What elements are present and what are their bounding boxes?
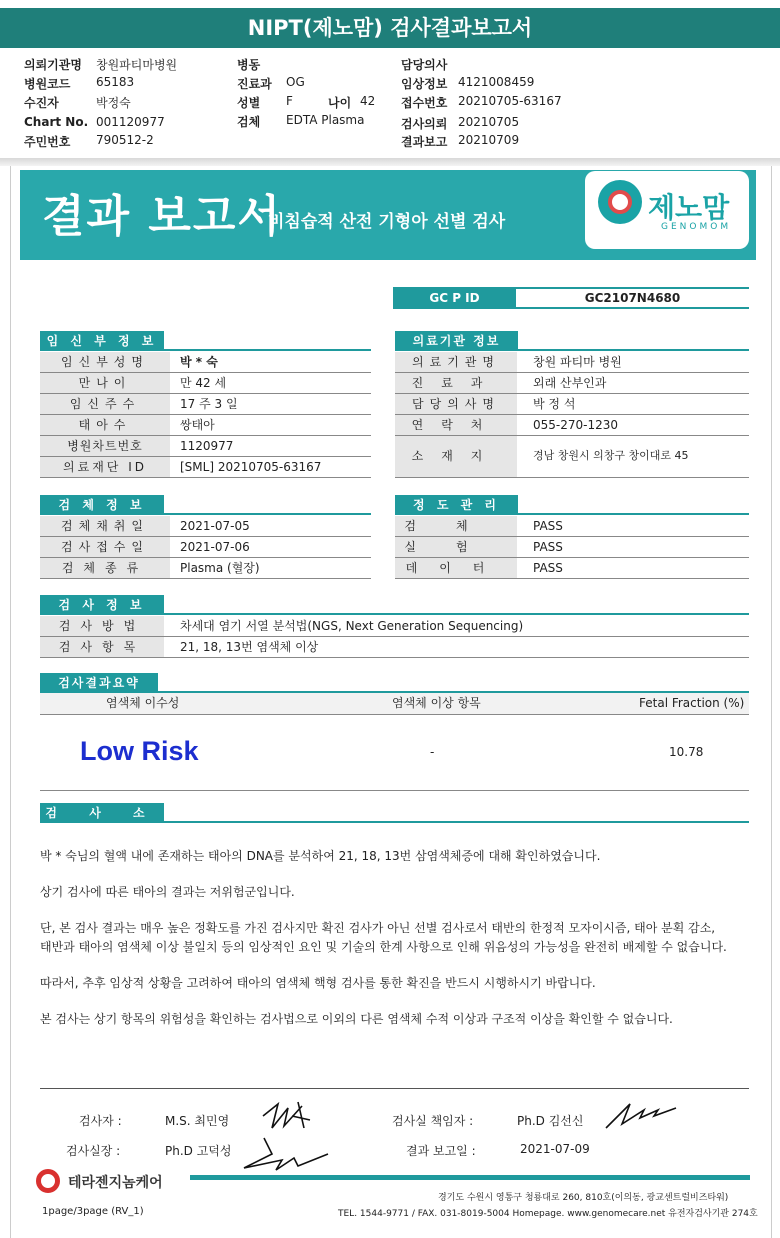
header-label: 의뢰기관명 — [24, 58, 82, 72]
section-specimen-header: 검 체 정 보 — [40, 495, 164, 515]
header-value: OG — [286, 75, 305, 89]
row-value: PASS — [533, 540, 563, 554]
opinion-paragraph: 박 * 숙님의 혈액 내에 존재하는 태아의 DNA를 분석하여 21, 18, 13번 삼염색체증에 대해 확인하였습니다. — [40, 849, 601, 863]
section-opinion-header: 검 사 소 견 — [40, 803, 164, 823]
row-label: 의료재단 ID — [40, 457, 170, 477]
table-row — [395, 373, 749, 394]
row-value: 박 정 석 — [533, 397, 576, 411]
row-value: 박 * 숙 — [180, 355, 218, 369]
header-value: 창원파티마병원 — [96, 58, 178, 72]
genomom-logo-icon-inner — [608, 190, 632, 214]
tester-signature — [258, 1098, 318, 1134]
lead-signature — [600, 1098, 680, 1134]
header-label: 나이 — [328, 96, 352, 110]
row-value: 창원 파티마 병원 — [533, 355, 622, 369]
director-name: Ph.D 고덕성 — [165, 1144, 232, 1158]
header-info — [0, 56, 780, 156]
header-label: 담당의사 — [401, 58, 448, 72]
banner-title: 결과 보고서 — [42, 191, 282, 242]
gcpid-value: GC2107N4680 — [516, 287, 749, 309]
row-label: 검체 — [395, 516, 517, 536]
director-label: 검사실장 : — [66, 1144, 121, 1158]
section-pregnant-header: 임 신 부 정 보 — [40, 331, 164, 351]
opinion-paragraph: 단, 본 검사 결과는 매우 높은 정확도를 가진 검사지만 확진 검사가 아닌 선별 검사로서 태반의 한정적 모자이시즘, 태아 분획 감소, — [40, 921, 716, 935]
header-label: 결과보고 — [401, 135, 448, 149]
header-divider — [0, 158, 780, 166]
header-value: F — [286, 94, 293, 108]
result-abnormal: - — [430, 745, 435, 759]
result-fetal-fraction: 10.78 — [669, 745, 704, 759]
row-value: 차세대 염기 서열 분석법(NGS, Next Generation Sequencing) — [180, 619, 524, 633]
qc-table — [395, 516, 749, 579]
section-line — [40, 821, 749, 823]
row-value: 21, 18, 13번 염색체 이상 — [180, 640, 319, 654]
row-value: 경남 창원시 의창구 창이대로 45 — [533, 449, 689, 462]
header-label: 성별 — [237, 96, 261, 110]
table-row — [40, 352, 371, 373]
table-row — [40, 436, 371, 457]
section-qc-header: 정 도 관 리 — [395, 495, 518, 515]
row-value: 외래 산부인과 — [533, 376, 607, 390]
row-label: 검체종류 — [40, 558, 170, 578]
banner-subtitle: 비침습적 산전 기형아 선별 검사 — [268, 212, 506, 232]
summary-header-row — [40, 693, 749, 715]
header-label: 검사의뢰 — [401, 117, 448, 131]
header-label: 진료과 — [237, 77, 272, 91]
row-label: 임신부성명 — [40, 352, 170, 372]
lead-name: Ph.D 김선신 — [517, 1114, 584, 1128]
opinion-paragraph: 상기 검사에 따른 태아의 결과는 저위험군입니다. — [40, 885, 295, 899]
report-date-label: 결과 보고일 : — [406, 1144, 476, 1158]
table-row — [395, 436, 749, 478]
row-label: 태아수 — [40, 415, 170, 435]
row-label: 실험 — [395, 537, 517, 557]
section-line — [40, 613, 749, 615]
row-label: 데이터 — [395, 558, 517, 578]
row-label: 연락처 — [395, 415, 517, 435]
tester-name: M.S. 최민영 — [165, 1114, 230, 1128]
table-row — [40, 394, 371, 415]
row-value: 만 42 세 — [180, 376, 227, 390]
gcpid-label: GC P ID — [393, 287, 516, 309]
row-value: 055-270-1230 — [533, 418, 619, 432]
footer-contact: TEL. 1544-9771 / FAX. 031-8019-5004 Homepage. www.genomecare.net 유전자검사기관 274호 — [338, 1209, 758, 1219]
header-label: 병원코드 — [24, 77, 71, 91]
terragen-logo-icon — [36, 1169, 60, 1193]
specimen-table — [40, 516, 371, 579]
header-value: 790512-2 — [96, 133, 154, 147]
section-line — [395, 349, 749, 351]
header-value: 4121008459 — [458, 75, 535, 89]
row-value: 1120977 — [180, 439, 234, 453]
row-value: PASS — [533, 561, 563, 575]
section-line — [395, 513, 749, 515]
table-row — [40, 373, 371, 394]
signature-divider — [40, 1088, 749, 1089]
pregnant-table — [40, 352, 371, 478]
opinion-paragraph: 따라서, 추후 임상적 상황을 고려하여 태아의 염색체 핵형 검사를 통한 확진을 반드시 시행하시기 바랍니다. — [40, 976, 596, 990]
report-title: NIPT(제노맘) 검사결과보고서 — [247, 16, 533, 40]
company-name: 테라젠지놈케어 — [68, 1175, 163, 1191]
table-row — [395, 558, 749, 579]
col-fetal-fraction: Fetal Fraction (%) — [639, 696, 745, 710]
table-row — [395, 516, 749, 537]
result-low-risk: Low Risk — [80, 736, 199, 766]
table-row — [40, 616, 749, 637]
header-label: 병동 — [237, 58, 261, 72]
table-row — [40, 516, 371, 537]
section-summary-header: 검사결과요약 — [40, 673, 158, 693]
table-row — [40, 537, 371, 558]
header-value: EDTA Plasma — [286, 113, 365, 127]
row-label: 만나이 — [40, 373, 170, 393]
section-test-header: 검 사 정 보 — [40, 595, 164, 615]
report-title-bar — [0, 8, 780, 48]
table-row — [395, 352, 749, 373]
header-value: 20210705 — [458, 115, 520, 129]
table-row — [395, 537, 749, 558]
logo-subtext: GENOMOM — [661, 222, 732, 232]
lead-label: 검사실 책임자 : — [392, 1114, 474, 1128]
director-signature — [238, 1132, 338, 1176]
row-value: 2021-07-06 — [180, 540, 250, 554]
tester-label: 검사자 : — [79, 1114, 122, 1128]
header-value: 20210709 — [458, 133, 520, 147]
row-label: 병원차트번호 — [40, 436, 170, 456]
opinion-paragraph: 태반과 태아의 염색체 이상 불일치 등의 임상적인 요인 및 기술의 한계 사항으로 인해 위음성의 가능성을 완전히 배제할 수 없습니다. — [40, 940, 727, 954]
row-value: 쌍태아 — [180, 418, 215, 432]
row-label: 검체채취일 — [40, 516, 170, 536]
row-label: 검사접수일 — [40, 537, 170, 557]
row-label: 검사항목 — [40, 637, 164, 657]
row-label: 소재지 — [395, 436, 517, 477]
row-value: 17 주 3 일 — [180, 397, 238, 411]
header-label: 수진자 — [24, 96, 59, 110]
summary-divider — [40, 790, 749, 791]
header-label: 접수번호 — [401, 96, 448, 110]
row-value: Plasma (혈장) — [180, 561, 260, 575]
col-aneuploidy: 염색체 이수성 — [106, 696, 180, 710]
table-row — [395, 394, 749, 415]
institution-table — [395, 352, 749, 478]
test-table — [40, 616, 749, 658]
section-institution-header: 의료기관 정보 — [395, 331, 518, 351]
footer-line — [190, 1175, 750, 1180]
page-number: 1page/3page (RV_1) — [42, 1206, 144, 1217]
header-value: 001120977 — [96, 115, 165, 129]
row-label: 임신주수 — [40, 394, 170, 414]
section-line — [40, 349, 371, 351]
header-label: 검체 — [237, 115, 261, 129]
header-value: 42 — [360, 94, 376, 108]
header-value: 20210705-63167 — [458, 94, 562, 108]
row-value: 2021-07-05 — [180, 519, 250, 533]
row-label: 진료과 — [395, 373, 517, 393]
row-label: 담당의사명 — [395, 394, 517, 414]
report-date-value: 2021-07-09 — [520, 1142, 590, 1156]
table-row — [40, 637, 749, 658]
section-line — [40, 513, 371, 515]
header-label: 임상정보 — [401, 77, 448, 91]
row-label: 검사방법 — [40, 616, 164, 636]
header-label: Chart No. — [24, 115, 89, 129]
col-abnormal: 염색체 이상 항목 — [392, 696, 481, 710]
footer-address: 경기도 수원시 영통구 청룡대로 260, 810호(이의동, 광교센트럴비즈타워) — [438, 1193, 729, 1203]
table-row — [40, 457, 371, 478]
header-label: 주민번호 — [24, 135, 71, 149]
row-value: PASS — [533, 519, 563, 533]
table-row — [40, 558, 371, 579]
opinion-paragraph: 본 검사는 상기 항목의 위험성을 확인하는 검사법으로 이외의 다른 염색체 수적 이상과 구조적 이상을 확인할 수 없습니다. — [40, 1012, 673, 1026]
row-label: 의료기관명 — [395, 352, 517, 372]
header-value: 65183 — [96, 75, 135, 89]
logo-text: 제노맘 — [648, 191, 730, 224]
table-row — [395, 415, 749, 436]
row-value: [SML] 20210705-63167 — [180, 460, 322, 474]
table-row — [40, 415, 371, 436]
header-value: 박정숙 — [96, 96, 131, 110]
